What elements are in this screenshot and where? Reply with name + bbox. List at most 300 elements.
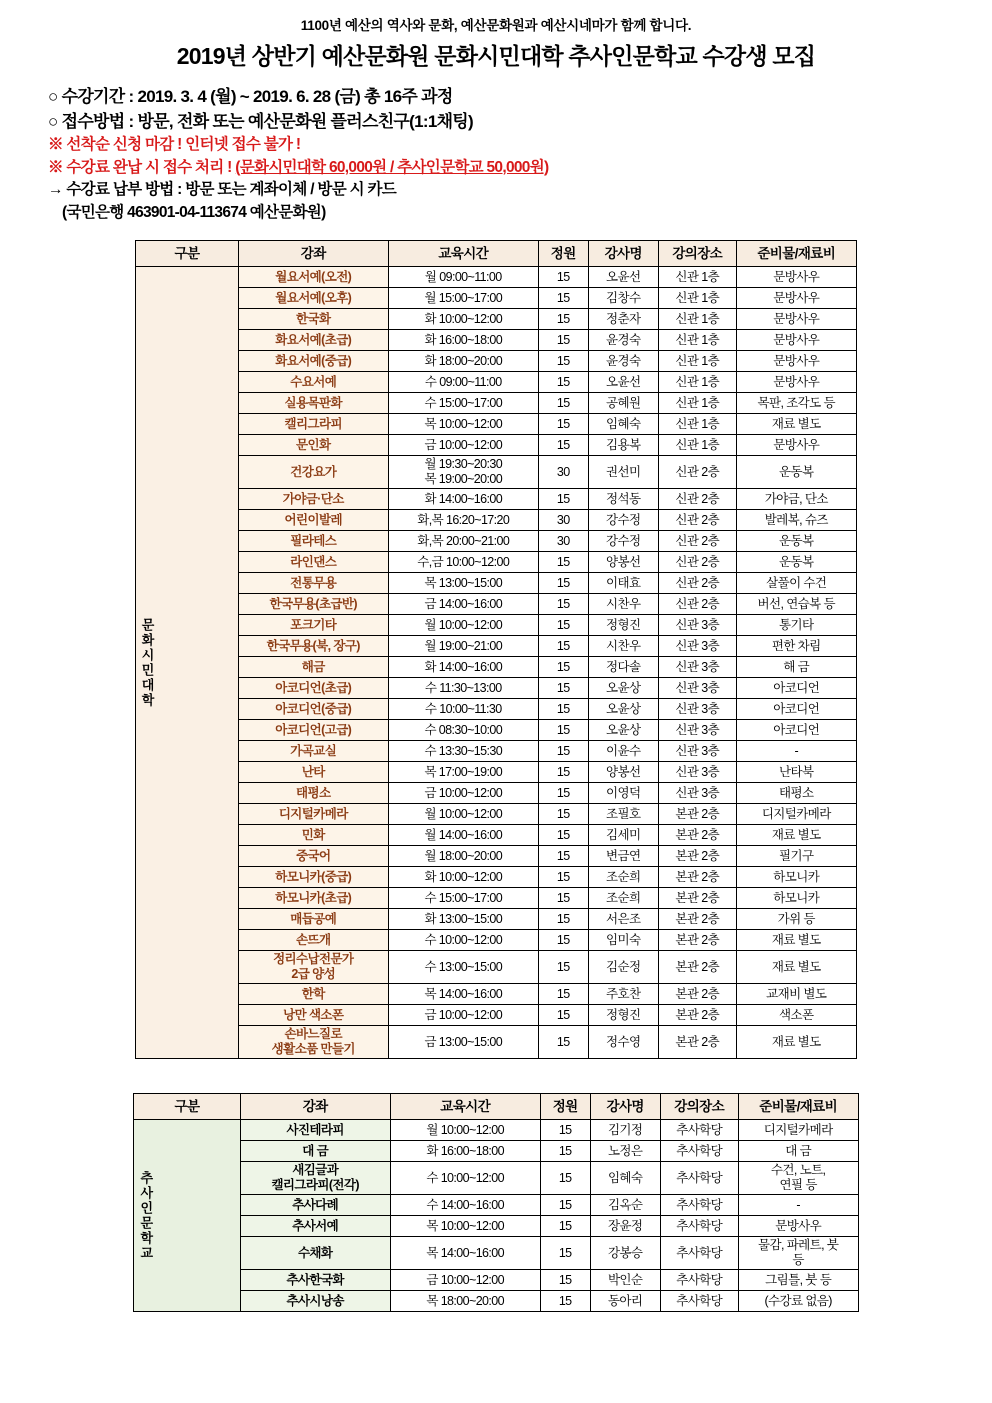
table-row [136, 489, 857, 510]
col-header-course: 강좌 [240, 1094, 390, 1120]
table-row [136, 804, 857, 825]
row-group-label: 문화시민대학 [136, 267, 239, 1059]
cell-materials: 하모니카 [736, 867, 856, 888]
cell-course: 어린이발레 [238, 510, 388, 531]
cell-course: 화요서예(초급) [238, 330, 388, 351]
col-header-capacity: 정원 [538, 241, 588, 267]
col-header-group: 구분 [136, 241, 239, 267]
cell-place: 본관 2층 [658, 909, 736, 930]
cell-place: 본관 2층 [658, 825, 736, 846]
table-row [136, 762, 857, 783]
cell-time: 금 13:00~15:00 [388, 1026, 538, 1059]
cell-instructor: 시찬우 [588, 594, 658, 615]
cell-instructor: 공혜원 [588, 393, 658, 414]
cell-instructor: 강수정 [588, 510, 658, 531]
cell-materials: (수강료 없음) [738, 1291, 858, 1312]
cell-course: 중국어 [238, 846, 388, 867]
cell-place: 추사학당 [660, 1216, 738, 1237]
cell-course: 하모니카(중급) [238, 867, 388, 888]
cell-place: 신관 1층 [658, 393, 736, 414]
cell-instructor: 임혜숙 [588, 414, 658, 435]
cell-materials: 수건, 노트, 연필 등 [738, 1162, 858, 1195]
table-row [136, 393, 857, 414]
table-row [134, 1291, 858, 1312]
table-row [136, 1026, 857, 1059]
culture-university-table [135, 240, 857, 1059]
col-header-instructor: 강사명 [590, 1094, 660, 1120]
table-row [136, 414, 857, 435]
cell-course: 추사한국화 [240, 1270, 390, 1291]
cell-time: 수 13:30~15:30 [388, 741, 538, 762]
cell-place: 신관 3층 [658, 657, 736, 678]
cell-materials: 색소폰 [736, 1005, 856, 1026]
cell-place: 신관 2층 [658, 594, 736, 615]
cell-materials: 교재비 별도 [736, 984, 856, 1005]
cell-course: 새김글과 캘리그라피(전각) [240, 1162, 390, 1195]
cell-time: 수 08:30~10:00 [388, 720, 538, 741]
cell-time: 수 09:00~11:00 [388, 372, 538, 393]
cell-time: 수 10:00~12:00 [390, 1162, 540, 1195]
cell-capacity: 15 [538, 414, 588, 435]
cell-materials: 문방사우 [736, 372, 856, 393]
col-header-instructor: 강사명 [588, 241, 658, 267]
cell-course: 디지털카메라 [238, 804, 388, 825]
cell-capacity: 15 [540, 1195, 590, 1216]
cell-course: 추사시낭송 [240, 1291, 390, 1312]
table-row [136, 741, 857, 762]
table-row [136, 783, 857, 804]
table-row [136, 984, 857, 1005]
cell-capacity: 15 [538, 435, 588, 456]
cell-instructor: 정수영 [588, 1026, 658, 1059]
cell-course: 월요서예(오후) [238, 288, 388, 309]
cell-time: 화 16:00~18:00 [390, 1141, 540, 1162]
info-application: ○ 접수방법 : 방문, 전화 또는 예산문화원 플러스친구(1:1채팅) [48, 111, 473, 131]
table-row [136, 594, 857, 615]
cell-instructor: 오윤상 [588, 699, 658, 720]
cell-materials: 문방사우 [736, 435, 856, 456]
cell-instructor: 오윤선 [588, 267, 658, 288]
cell-materials: 버선, 연습복 등 [736, 594, 856, 615]
cell-time: 목 14:00~16:00 [388, 984, 538, 1005]
cell-place: 본관 2층 [658, 1026, 736, 1059]
cell-materials: 운동복 [736, 456, 856, 489]
col-header-capacity: 정원 [540, 1094, 590, 1120]
cell-place: 추사학당 [660, 1270, 738, 1291]
table-row [134, 1162, 858, 1195]
table-header-row [136, 241, 857, 267]
cell-capacity: 30 [538, 531, 588, 552]
cell-instructor: 변금연 [588, 846, 658, 867]
cell-capacity: 15 [538, 636, 588, 657]
cell-materials: 재료 별도 [736, 951, 856, 984]
cell-place: 신관 2층 [658, 510, 736, 531]
info-block [48, 85, 962, 224]
cell-instructor: 정다솔 [588, 657, 658, 678]
cell-place: 신관 3층 [658, 615, 736, 636]
cell-time: 화 14:00~16:00 [388, 657, 538, 678]
cell-instructor: 권선미 [588, 456, 658, 489]
table-row [136, 351, 857, 372]
cell-materials: 대 금 [738, 1141, 858, 1162]
cell-time: 목 17:00~19:00 [388, 762, 538, 783]
cell-capacity: 15 [540, 1237, 590, 1270]
row-group-label: 추사인문학교 [134, 1120, 240, 1312]
cell-materials: 재료 별도 [736, 414, 856, 435]
cell-materials: 재료 별도 [736, 1026, 856, 1059]
cell-capacity: 15 [538, 762, 588, 783]
cell-instructor: 시찬우 [588, 636, 658, 657]
cell-place: 본관 2층 [658, 930, 736, 951]
cell-course: 건강요가 [238, 456, 388, 489]
table-row [136, 930, 857, 951]
cell-course: 수요서예 [238, 372, 388, 393]
cell-instructor: 윤경숙 [588, 330, 658, 351]
cell-time: 금 14:00~16:00 [388, 594, 538, 615]
table-row [136, 510, 857, 531]
cell-time: 수 14:00~16:00 [390, 1195, 540, 1216]
table-row [136, 867, 857, 888]
cell-capacity: 15 [540, 1216, 590, 1237]
cell-instructor: 정형진 [588, 615, 658, 636]
cell-capacity: 15 [538, 267, 588, 288]
cell-materials: 태평소 [736, 783, 856, 804]
cell-instructor: 강수정 [588, 531, 658, 552]
cell-capacity: 15 [538, 930, 588, 951]
cell-capacity: 15 [538, 846, 588, 867]
cell-capacity: 15 [538, 351, 588, 372]
cell-place: 신관 3층 [658, 636, 736, 657]
cell-time: 수 10:00~11:30 [388, 699, 538, 720]
table-row [136, 1005, 857, 1026]
cell-materials: 문방사우 [738, 1216, 858, 1237]
cell-place: 추사학당 [660, 1120, 738, 1141]
cell-time: 금 10:00~12:00 [388, 1005, 538, 1026]
cell-course: 사진테라피 [240, 1120, 390, 1141]
cell-time: 월 10:00~12:00 [388, 804, 538, 825]
cell-course: 수채화 [240, 1237, 390, 1270]
cell-place: 본관 2층 [658, 804, 736, 825]
cell-course: 낭만 색소폰 [238, 1005, 388, 1026]
cell-materials: 아코디언 [736, 678, 856, 699]
cell-materials: 발레복, 슈즈 [736, 510, 856, 531]
cell-materials: 하모니카 [736, 888, 856, 909]
cell-course: 아코디언(고급) [238, 720, 388, 741]
cell-course: 난타 [238, 762, 388, 783]
cell-materials: 디지털카메라 [738, 1120, 858, 1141]
cell-instructor: 양봉선 [588, 762, 658, 783]
cell-materials: 아코디언 [736, 699, 856, 720]
cell-instructor: 서은조 [588, 909, 658, 930]
cell-time: 금 10:00~12:00 [390, 1270, 540, 1291]
cell-place: 본관 2층 [658, 846, 736, 867]
cell-time: 목 10:00~12:00 [388, 414, 538, 435]
cell-capacity: 15 [538, 573, 588, 594]
cell-capacity: 15 [538, 909, 588, 930]
cell-materials: 문방사우 [736, 330, 856, 351]
cell-capacity: 15 [538, 741, 588, 762]
cell-course: 하모니카(초급) [238, 888, 388, 909]
cell-time: 화 13:00~15:00 [388, 909, 538, 930]
cell-capacity: 15 [538, 657, 588, 678]
cell-place: 신관 1층 [658, 288, 736, 309]
cell-course: 매듭공예 [238, 909, 388, 930]
cell-course: 아코디언(중급) [238, 699, 388, 720]
cell-materials: 문방사우 [736, 351, 856, 372]
cell-place: 신관 1층 [658, 372, 736, 393]
cell-time: 월 14:00~16:00 [388, 825, 538, 846]
cell-place: 추사학당 [660, 1237, 738, 1270]
info-notice-payment [48, 157, 962, 179]
cell-course: 민화 [238, 825, 388, 846]
table-row [134, 1270, 858, 1291]
col-header-course: 강좌 [238, 241, 388, 267]
cell-time: 화 14:00~16:00 [388, 489, 538, 510]
cell-place: 신관 1층 [658, 309, 736, 330]
cell-capacity: 15 [538, 489, 588, 510]
cell-instructor: 박인순 [590, 1270, 660, 1291]
cell-instructor: 조순희 [588, 867, 658, 888]
cell-instructor: 정형진 [588, 1005, 658, 1026]
info-bank-account: (국민은행 463901-04-113674 예산문화원) [62, 203, 326, 221]
cell-materials: 가위 등 [736, 909, 856, 930]
cell-course: 대 금 [240, 1141, 390, 1162]
table-row [136, 309, 857, 330]
col-header-materials: 준비물/재료비 [736, 241, 856, 267]
cell-place: 추사학당 [660, 1141, 738, 1162]
cell-materials: 아코디언 [736, 720, 856, 741]
table-row [136, 951, 857, 984]
cell-materials: - [736, 741, 856, 762]
cell-materials: 문방사우 [736, 267, 856, 288]
cell-instructor: 강봉승 [590, 1237, 660, 1270]
cell-course: 가야금·단소 [238, 489, 388, 510]
info-payment-method: → 수강료 납부 방법 : 방문 또는 계좌이체 / 방문 시 카드 [48, 181, 396, 199]
cell-time: 화,목 20:00~21:00 [388, 531, 538, 552]
cell-instructor: 주호찬 [588, 984, 658, 1005]
cell-instructor: 노정은 [590, 1141, 660, 1162]
cell-instructor: 동아리 [590, 1291, 660, 1312]
cell-course: 아코디언(초급) [238, 678, 388, 699]
cell-place: 본관 2층 [658, 984, 736, 1005]
cell-instructor: 이영덕 [588, 783, 658, 804]
cell-capacity: 15 [538, 1005, 588, 1026]
cell-materials: 물감, 파레트, 붓 등 [738, 1237, 858, 1270]
cell-materials: 디지털카메라 [736, 804, 856, 825]
cell-course: 라인댄스 [238, 552, 388, 573]
table-row [136, 267, 857, 288]
cell-course: 태평소 [238, 783, 388, 804]
table-row [136, 636, 857, 657]
info-period: ○ 수강기간 : 2019. 3. 4 (월) ~ 2019. 6. 28 (금) 총 16주 과정 [48, 87, 453, 106]
cell-capacity: 15 [538, 867, 588, 888]
cell-course: 한국화 [238, 309, 388, 330]
cell-materials: - [738, 1195, 858, 1216]
cell-time: 화 10:00~12:00 [388, 867, 538, 888]
cell-capacity: 15 [538, 783, 588, 804]
table-row [134, 1216, 858, 1237]
cell-time: 금 10:00~12:00 [388, 435, 538, 456]
cell-instructor: 오윤선 [588, 372, 658, 393]
table-row [136, 372, 857, 393]
cell-capacity: 15 [538, 393, 588, 414]
info-notice-firstcome: ※ 선착순 신청 마감 ! 인터넷 접수 불가 ! [48, 136, 301, 154]
cell-instructor: 김용복 [588, 435, 658, 456]
cell-capacity: 15 [538, 888, 588, 909]
col-header-time: 교육시간 [388, 241, 538, 267]
cell-instructor: 임혜숙 [590, 1162, 660, 1195]
cell-capacity: 15 [540, 1291, 590, 1312]
cell-time: 수 15:00~17:00 [388, 393, 538, 414]
cell-time: 목 10:00~12:00 [390, 1216, 540, 1237]
col-header-materials: 준비물/재료비 [738, 1094, 858, 1120]
cell-place: 신관 3층 [658, 741, 736, 762]
cell-instructor: 김순정 [588, 951, 658, 984]
cell-instructor: 조순희 [588, 888, 658, 909]
cell-place: 신관 1층 [658, 267, 736, 288]
cell-place: 본관 2층 [658, 1005, 736, 1026]
cell-course: 추사다례 [240, 1195, 390, 1216]
col-header-place: 강의장소 [660, 1094, 738, 1120]
cell-place: 신관 2층 [658, 552, 736, 573]
info-notice-payment-fee: (문화시민대학 60,000원 / 추사인문학교 50,000원) [235, 158, 549, 176]
cell-time: 월 18:00~20:00 [388, 846, 538, 867]
cell-course: 손뜨개 [238, 930, 388, 951]
cell-place: 신관 3층 [658, 699, 736, 720]
cell-course: 해금 [238, 657, 388, 678]
cell-course: 정리수납전문가 2급 양성 [238, 951, 388, 984]
cell-time: 화 16:00~18:00 [388, 330, 538, 351]
page-title: 2019년 상반기 예산문화원 문화시민대학 추사인문학교 수강생 모집 [176, 43, 816, 69]
cell-course: 전통무용 [238, 573, 388, 594]
cell-time: 월 19:00~21:00 [388, 636, 538, 657]
cell-capacity: 15 [538, 594, 588, 615]
cell-capacity: 15 [540, 1141, 590, 1162]
cell-capacity: 15 [540, 1270, 590, 1291]
cell-place: 신관 3층 [658, 762, 736, 783]
cell-instructor: 정춘자 [588, 309, 658, 330]
cell-capacity: 15 [538, 678, 588, 699]
cell-capacity: 15 [538, 552, 588, 573]
cell-time: 목 13:00~15:00 [388, 573, 538, 594]
table-row [136, 531, 857, 552]
cell-instructor: 오윤상 [588, 720, 658, 741]
cell-place: 신관 1층 [658, 330, 736, 351]
cell-time: 월 15:00~17:00 [388, 288, 538, 309]
cell-materials: 필기구 [736, 846, 856, 867]
cell-instructor: 김창수 [588, 288, 658, 309]
cell-time: 수,금 10:00~12:00 [388, 552, 538, 573]
cell-time: 목 18:00~20:00 [390, 1291, 540, 1312]
cell-materials: 통기타 [736, 615, 856, 636]
cell-place: 본관 2층 [658, 867, 736, 888]
cell-place: 신관 2층 [658, 456, 736, 489]
cell-place: 추사학당 [660, 1291, 738, 1312]
cell-time: 월 10:00~12:00 [390, 1120, 540, 1141]
cell-capacity: 15 [538, 699, 588, 720]
cell-materials: 그림틀, 붓 등 [738, 1270, 858, 1291]
table-row [134, 1195, 858, 1216]
cell-instructor: 조필호 [588, 804, 658, 825]
table-row [136, 825, 857, 846]
cell-instructor: 장윤정 [590, 1216, 660, 1237]
table-row [134, 1141, 858, 1162]
cell-course: 월요서예(오전) [238, 267, 388, 288]
cell-time: 화 10:00~12:00 [388, 309, 538, 330]
cell-time: 금 10:00~12:00 [388, 783, 538, 804]
cell-materials: 운동복 [736, 531, 856, 552]
table-row [136, 330, 857, 351]
cell-place: 신관 2층 [658, 573, 736, 594]
cell-place: 본관 2층 [658, 951, 736, 984]
cell-instructor: 오윤상 [588, 678, 658, 699]
cell-place: 신관 1층 [658, 351, 736, 372]
table-row [136, 699, 857, 720]
cell-instructor: 이윤수 [588, 741, 658, 762]
cell-time: 화,목 16:20~17:20 [388, 510, 538, 531]
cell-instructor: 임미숙 [588, 930, 658, 951]
table-row [134, 1120, 858, 1141]
cell-capacity: 15 [540, 1120, 590, 1141]
cell-time: 수 11:30~13:00 [388, 678, 538, 699]
table-row [136, 720, 857, 741]
cell-place: 신관 3층 [658, 720, 736, 741]
cell-time: 수 15:00~17:00 [388, 888, 538, 909]
col-header-place: 강의장소 [658, 241, 736, 267]
col-header-group: 구분 [134, 1094, 240, 1120]
cell-capacity: 15 [538, 720, 588, 741]
cell-place: 신관 1층 [658, 435, 736, 456]
cell-place: 신관 2층 [658, 489, 736, 510]
cell-time: 월 19:30~20:30 목 19:00~20:00 [388, 456, 538, 489]
cell-course: 화요서예(중급) [238, 351, 388, 372]
cell-capacity: 30 [538, 456, 588, 489]
cell-time: 수 13:00~15:00 [388, 951, 538, 984]
cell-course: 한국무용(초급반) [238, 594, 388, 615]
cell-course: 실용목판화 [238, 393, 388, 414]
chusa-humanities-table-wrap [30, 1093, 962, 1312]
cell-capacity: 15 [538, 288, 588, 309]
cell-course: 한국무용(북, 장구) [238, 636, 388, 657]
cell-place: 본관 2층 [658, 888, 736, 909]
cell-instructor: 김세미 [588, 825, 658, 846]
table-row [136, 552, 857, 573]
cell-place: 추사학당 [660, 1195, 738, 1216]
table-row [136, 435, 857, 456]
cell-instructor: 이태효 [588, 573, 658, 594]
cell-capacity: 15 [540, 1162, 590, 1195]
table-row [136, 909, 857, 930]
cell-course: 포크기타 [238, 615, 388, 636]
cell-materials: 문방사우 [736, 288, 856, 309]
cell-place: 신관 3층 [658, 678, 736, 699]
table-row [136, 573, 857, 594]
cell-course: 손바느질로 생활소품 만들기 [238, 1026, 388, 1059]
cell-time: 수 10:00~12:00 [388, 930, 538, 951]
col-header-time: 교육시간 [390, 1094, 540, 1120]
cell-capacity: 15 [538, 330, 588, 351]
cell-capacity: 15 [538, 309, 588, 330]
cell-course: 가곡교실 [238, 741, 388, 762]
cell-materials: 편한 차림 [736, 636, 856, 657]
cell-time: 화 18:00~20:00 [388, 351, 538, 372]
cell-place: 신관 2층 [658, 531, 736, 552]
cell-capacity: 15 [538, 951, 588, 984]
cell-course: 추사서예 [240, 1216, 390, 1237]
cell-materials: 운동복 [736, 552, 856, 573]
cell-course: 문인화 [238, 435, 388, 456]
table-row [136, 615, 857, 636]
